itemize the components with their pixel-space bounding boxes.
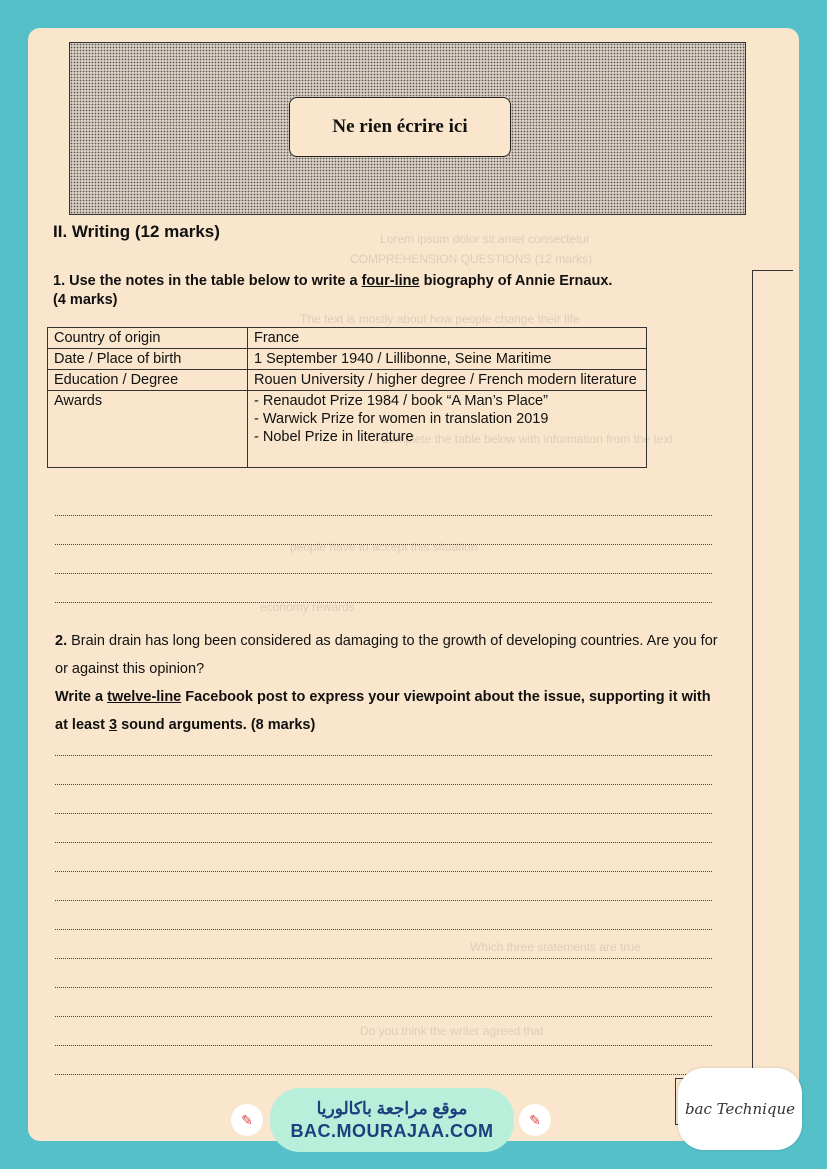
table-cell-label: Education / Degree: [48, 370, 248, 391]
table-cell-value: [248, 391, 647, 468]
table-row: [48, 370, 647, 391]
answer-line[interactable]: [55, 1060, 712, 1075]
answer-line[interactable]: [55, 530, 712, 545]
biography-notes-table: [47, 327, 647, 468]
question-1: [53, 272, 693, 310]
answer-line[interactable]: [55, 741, 712, 756]
answer-line[interactable]: [55, 857, 712, 872]
table-cell-value: [248, 349, 647, 370]
question-1-suffix: biography of Annie Ernaux.: [419, 273, 613, 289]
answer-line[interactable]: [55, 501, 712, 516]
notice-box: Ne rien écrire ici: [289, 97, 511, 157]
question-2: [55, 627, 725, 739]
table-cell-line: - Warwick Prize for women in translation 2019: [254, 411, 549, 427]
logo-right-icon: ✎: [519, 1104, 551, 1136]
table-cell-label: Date / Place of birth: [48, 349, 248, 370]
margin-border: [752, 270, 793, 1091]
table-cell-value: [248, 370, 647, 391]
question-1-underlined: four-line: [361, 273, 420, 289]
table-row: [48, 391, 647, 468]
answer-line[interactable]: [55, 944, 712, 959]
reserved-area: [69, 42, 746, 215]
answer-line[interactable]: [55, 1031, 712, 1046]
question-2-instr-underlined: twelve-line: [107, 689, 182, 705]
answer-line[interactable]: [55, 559, 712, 574]
site-arabic-name: موقع مراجعة باكالوريا: [316, 1098, 468, 1118]
table-cell-value: [248, 328, 647, 349]
table-cell-line: France: [254, 330, 300, 346]
answer-line[interactable]: [55, 828, 712, 843]
site-url[interactable]: BAC.MOURAJAA.COM: [290, 1120, 494, 1141]
question-1-prefix: 1. Use the notes in the table below to write a: [53, 273, 362, 289]
question-2-instr-suffix: sound arguments. (8 marks): [117, 717, 316, 733]
answer-line[interactable]: [55, 1002, 712, 1017]
table-cell-line: 1 September 1940 / Lillibonne, Seine Maritime: [254, 351, 552, 367]
table-cell-line: - Renaudot Prize 1984 / book “A Man’s Place”: [254, 393, 548, 409]
question-2-prompt: Brain drain has long been considered as damaging to the growth of developing countries. Are you for or against this opinion?: [55, 633, 718, 677]
logo-left-icon: ✎: [231, 1104, 263, 1136]
answer-line[interactable]: [55, 770, 712, 785]
answer-line[interactable]: [55, 588, 712, 603]
table-cell-label: Awards: [48, 391, 248, 468]
answer-line[interactable]: [55, 799, 712, 814]
question-2-number: 2.: [55, 633, 68, 649]
section-title: II. Writing (12 marks): [53, 222, 220, 241]
answer-line[interactable]: [55, 915, 712, 930]
question-2-instr-middle: Facebook post to express your viewpoint about the issue, supporting it with at least: [55, 689, 711, 733]
table-cell-line: - Nobel Prize in literature: [254, 429, 414, 445]
answer-line[interactable]: [55, 886, 712, 901]
table-cell-label: Country of origin: [48, 328, 248, 349]
question-2-instr-prefix: Write a: [55, 689, 108, 705]
question-2-instr-number: 3: [109, 717, 118, 733]
table-row: [48, 349, 647, 370]
table-row: [48, 328, 647, 349]
table-cell-line: Rouen University / higher degree / French modern literature: [254, 372, 637, 388]
site-banner[interactable]: [270, 1088, 514, 1152]
question-1-marks: (4 marks): [53, 292, 118, 308]
bac-technique-stamp: bac Technique: [678, 1068, 802, 1150]
answer-line[interactable]: [55, 973, 712, 988]
